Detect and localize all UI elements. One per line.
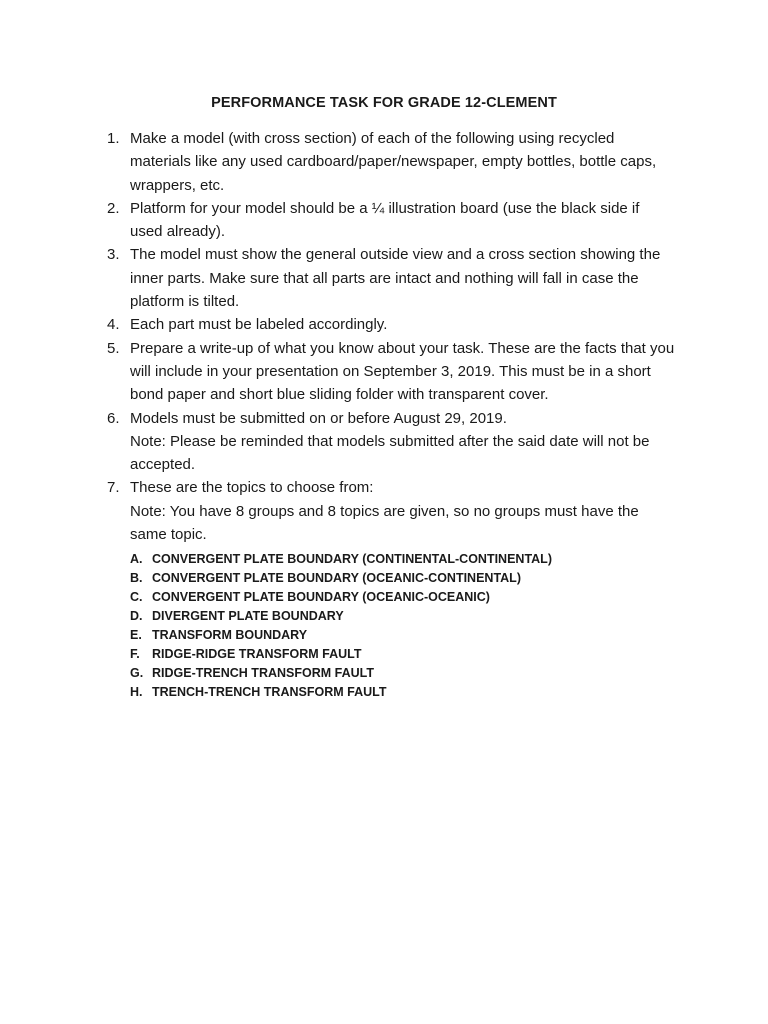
topic-text: TRANSFORM BOUNDARY <box>152 627 308 642</box>
task-number: 6. <box>107 409 120 427</box>
topic-item <box>130 645 675 664</box>
task-item <box>0 313 675 336</box>
topic-item <box>130 550 675 569</box>
topic-letter: H. <box>130 684 143 699</box>
topic-letter: E. <box>130 627 142 642</box>
task-number: 3. <box>107 246 120 264</box>
topic-text: CONVERGENT PLATE BOUNDARY (OCEANIC-OCEANIC) <box>152 590 490 605</box>
task-item <box>0 197 675 244</box>
topic-text: RIDGE-TRENCH TRANSFORM FAULT <box>152 665 374 680</box>
task-text: Platform for your model should be a ¼ illustration board (use the black side if used already). <box>130 199 640 241</box>
task-item <box>0 407 675 477</box>
task-text: The model must show the general outside view and a cross section showing the inner parts. Make sure that all parts are intact and nothing will fall in case the platform is tilted. <box>130 246 661 311</box>
task-item <box>0 337 675 407</box>
task-number: 1. <box>107 130 120 147</box>
topic-item <box>130 626 675 645</box>
task-note: Note: You have 8 groups and 8 topics are given, so no groups must have the same topic. <box>130 502 639 544</box>
topic-item <box>130 569 675 588</box>
topic-text: TRENCH-TRENCH TRANSFORM FAULT <box>152 684 387 699</box>
topic-item <box>130 683 675 702</box>
task-note: Note: Please be reminded that models submitted after the said date will not be accepted. <box>130 432 650 474</box>
document-title: PERFORMANCE TASK FOR GRADE 12-CLEMENT <box>211 95 557 111</box>
task-number: 2. <box>107 199 120 217</box>
topic-item <box>130 607 675 626</box>
task-number: 5. <box>107 339 120 357</box>
task-item <box>0 476 675 701</box>
topic-text: DIVERGENT PLATE BOUNDARY <box>152 609 344 624</box>
topic-letter: F. <box>130 646 140 661</box>
topic-letter: C. <box>130 590 143 605</box>
task-item <box>0 243 675 313</box>
topic-letter: B. <box>130 571 143 586</box>
task-number: 7. <box>107 479 120 497</box>
task-text: These are the topics to choose from: <box>130 479 374 497</box>
topic-item <box>130 664 675 683</box>
task-list <box>0 127 675 702</box>
topic-text: CONVERGENT PLATE BOUNDARY (OCEANIC-CONTINENTAL) <box>152 571 521 586</box>
task-item <box>0 127 675 197</box>
task-number: 4. <box>107 316 120 334</box>
topic-item <box>130 588 675 607</box>
task-text: Each part must be labeled accordingly. <box>130 316 388 334</box>
task-text: Make a model (with cross section) of each of the following using recycled materials like any used cardboard/paper/newspaper, empty bottles, bottle caps, wrappers, etc. <box>130 130 657 194</box>
topic-text: RIDGE-RIDGE TRANSFORM FAULT <box>152 646 362 661</box>
topic-letter: D. <box>130 609 143 624</box>
topic-letter: A. <box>130 552 143 567</box>
task-text: Models must be submitted on or before August 29, 2019. <box>130 409 507 427</box>
topic-list <box>130 550 675 701</box>
topic-letter: G. <box>130 665 144 680</box>
topic-text: CONVERGENT PLATE BOUNDARY (CONTINENTAL-CONTINENTAL) <box>152 552 552 567</box>
task-text: Prepare a write-up of what you know about your task. These are the facts that you will include in your presentation on September 3, 2019. This must be in a short bond paper and short blue sliding folder with transparent cover. <box>130 339 675 404</box>
